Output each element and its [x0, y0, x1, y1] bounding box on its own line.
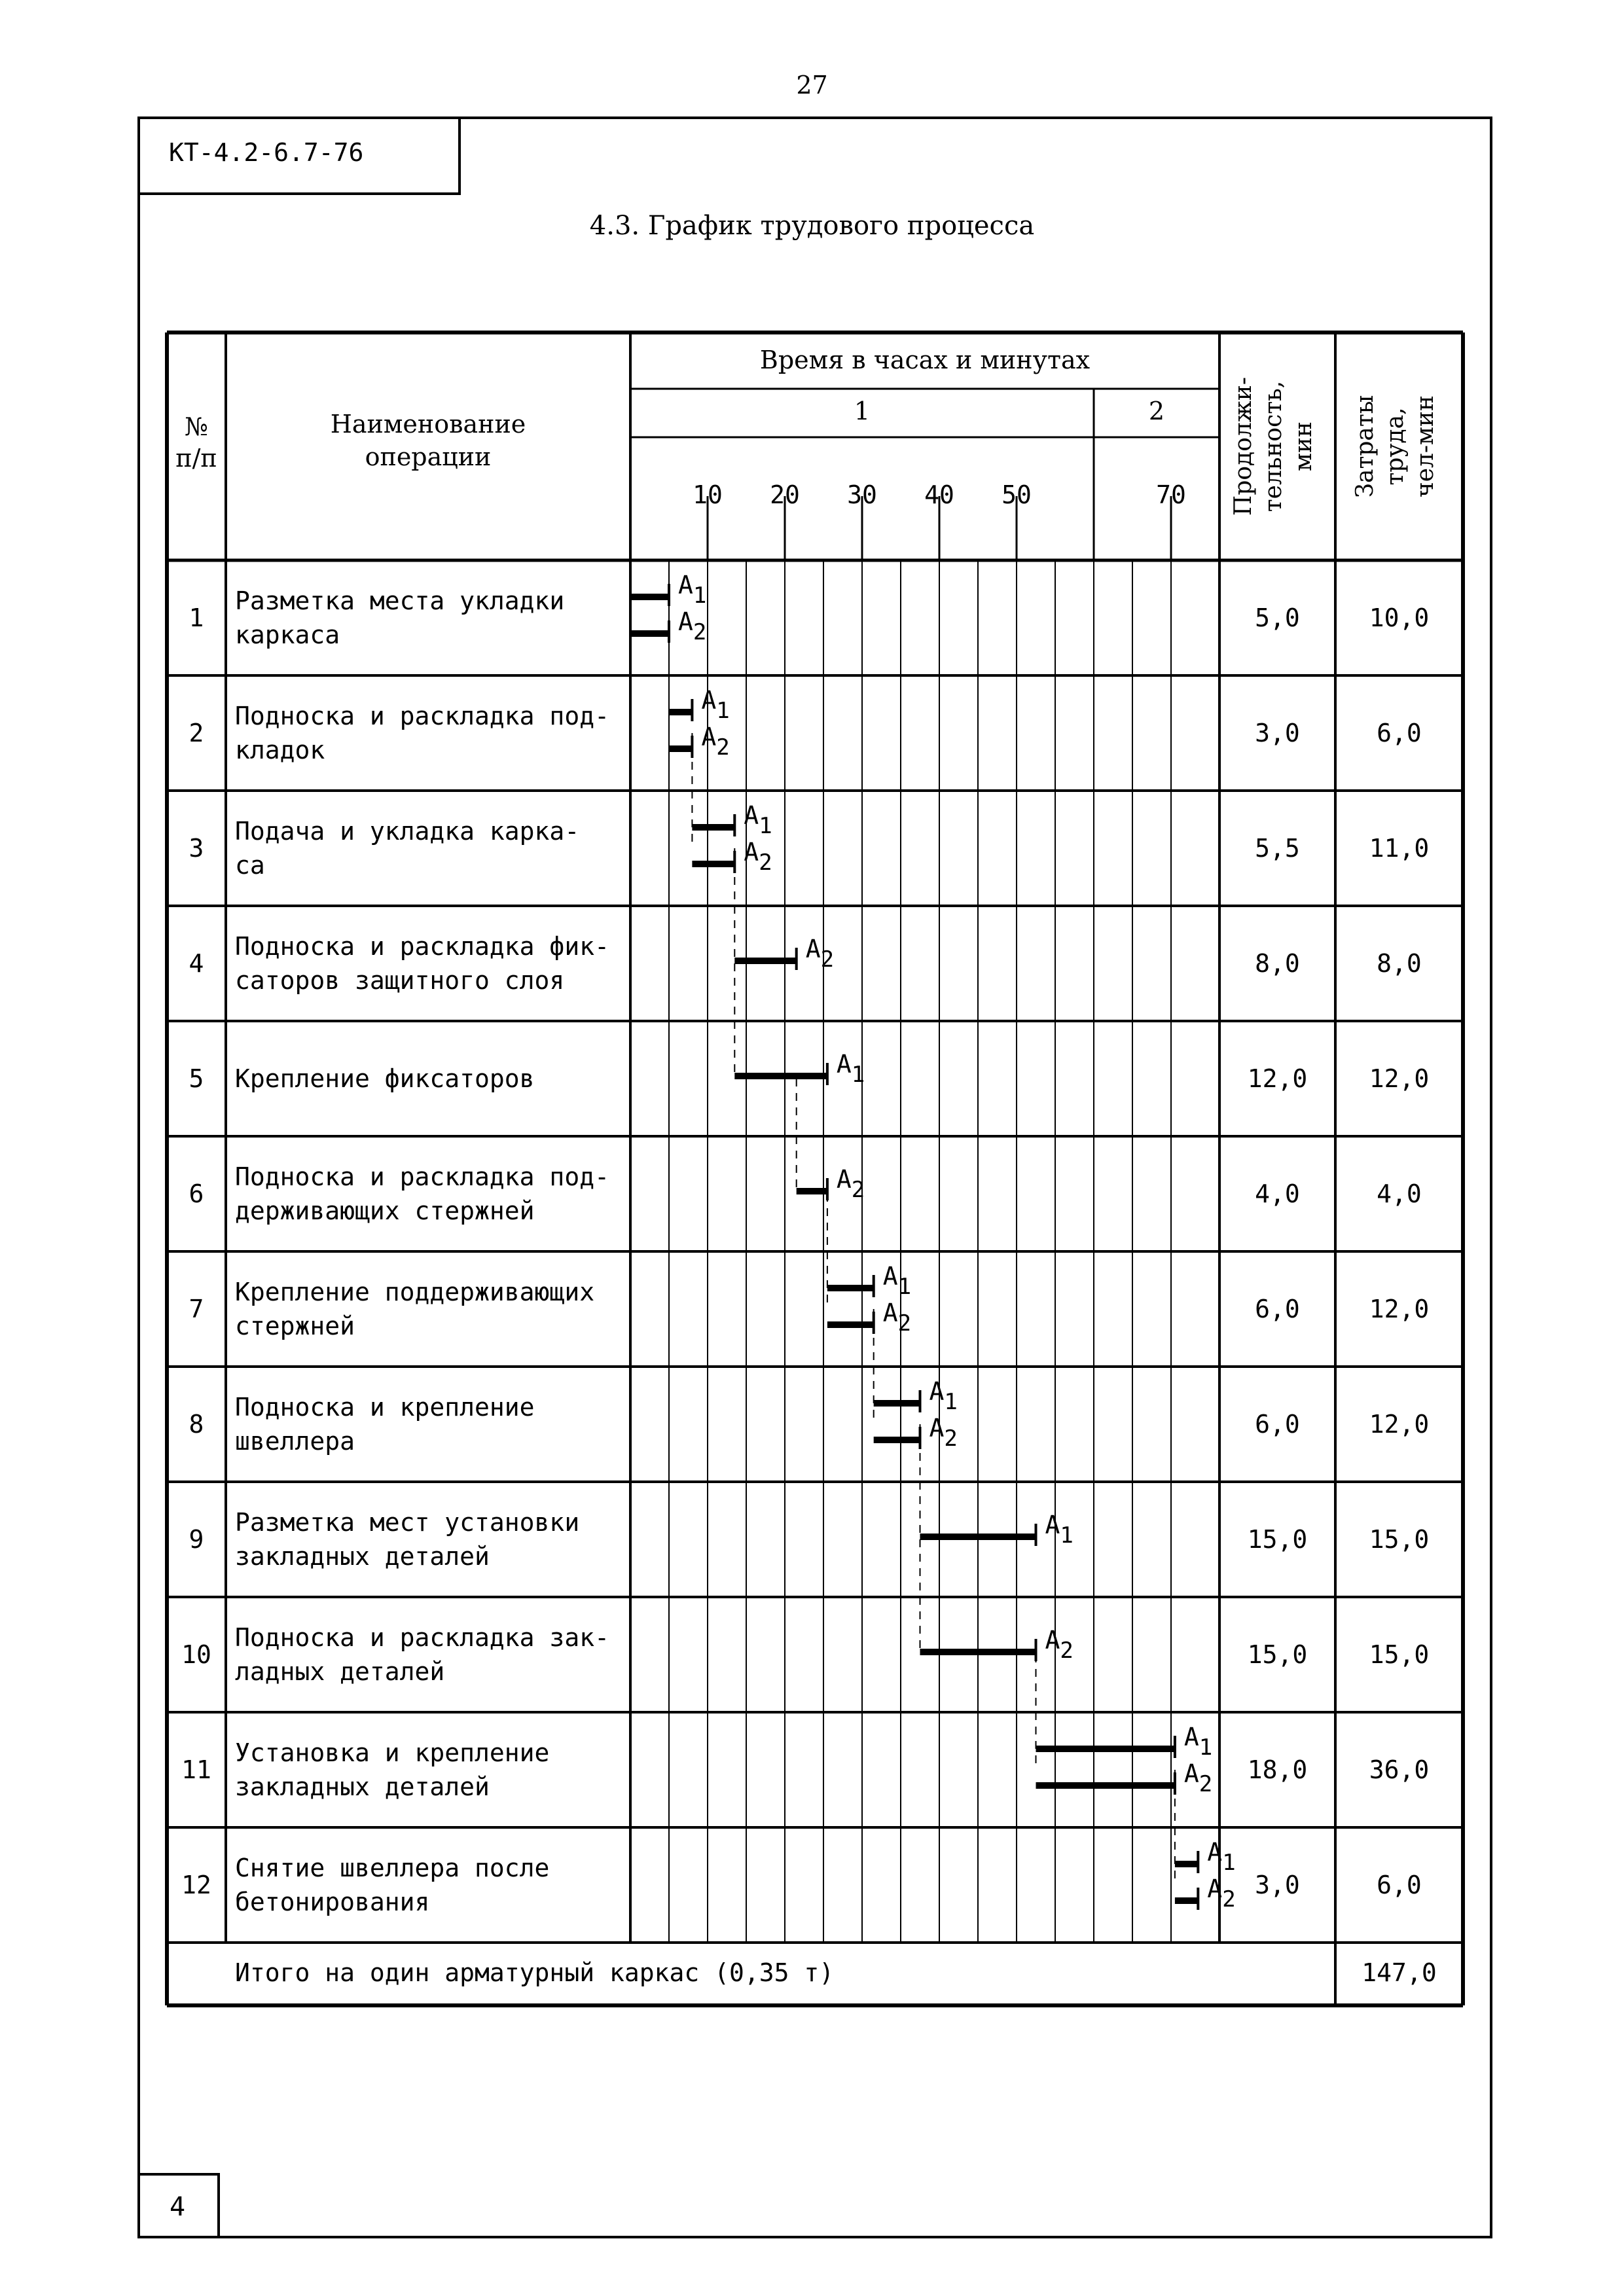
header-num-symbol: №: [185, 412, 208, 441]
labor-value: 36,0: [1369, 1755, 1430, 1784]
operation-name: Разметка мест установки: [235, 1508, 580, 1537]
row-number: 3: [189, 834, 204, 863]
worker-label: A1: [1207, 1838, 1236, 1876]
labor-value: 12,0: [1369, 1410, 1430, 1439]
header-labor: Затраты труда, чел-мин: [1351, 395, 1439, 498]
minute-tick-label: 70: [1156, 480, 1186, 509]
gantt-bar-a2: [692, 861, 734, 867]
header-operation-line1: Наименование: [330, 410, 526, 439]
gantt-bar-a2: [874, 1437, 920, 1443]
worker-label: A1: [1045, 1511, 1074, 1549]
labor-value: 12,0: [1369, 1295, 1430, 1323]
labor-value: 6,0: [1377, 719, 1422, 747]
minute-tick-label: 40: [924, 480, 954, 509]
worker-label: A2: [744, 838, 772, 876]
section-title: 4.3. График трудового процесса: [589, 211, 1035, 241]
operation-name: закладных деталей: [235, 1772, 490, 1801]
document-code: КТ-4.2-6.7-76: [137, 117, 461, 195]
operation-name: Крепление фиксаторов: [235, 1064, 535, 1093]
duration-value: 12,0: [1247, 1064, 1308, 1093]
row-number: 10: [181, 1640, 211, 1669]
duration-value: 15,0: [1247, 1640, 1308, 1669]
labor-value: 8,0: [1377, 949, 1422, 978]
row-number: 1: [189, 603, 204, 632]
duration-value: 15,0: [1247, 1525, 1308, 1554]
operation-name: кладок: [235, 736, 325, 764]
operation-name: Разметка места укладки: [235, 586, 565, 615]
gantt-bar-a1: [692, 824, 734, 831]
operation-name: Подноска и раскладка под-: [235, 1162, 609, 1191]
operation-name: са: [235, 851, 265, 880]
gantt-bar-a1: [630, 594, 669, 600]
minute-tick-label: 50: [1001, 480, 1032, 509]
gantt-bar-a1: [734, 1073, 827, 1079]
row-number: 4: [189, 949, 204, 978]
operation-name: Установка и крепление: [235, 1738, 550, 1767]
gantt-bar-a2: [797, 1188, 827, 1194]
duration-value: 3,0: [1255, 719, 1300, 747]
worker-label: A1: [882, 1262, 912, 1300]
gantt-bar-a2: [1036, 1782, 1175, 1789]
worker-label: A1: [836, 1050, 865, 1088]
gantt-bar-a1: [1175, 1861, 1198, 1867]
gantt-bar-a2: [1175, 1897, 1198, 1904]
operation-name: Подача и укладка карка-: [235, 817, 580, 846]
header-operation-line2: операции: [365, 442, 492, 471]
labor-value: 12,0: [1369, 1064, 1430, 1093]
minute-tick-label: 30: [847, 480, 877, 509]
worker-label: A2: [701, 723, 730, 761]
gantt-bar-a2: [669, 745, 692, 752]
operation-name: ладных деталей: [235, 1657, 445, 1686]
header-hour-1: 1: [854, 397, 871, 425]
worker-label: A1: [1183, 1723, 1213, 1761]
operation-name: швеллера: [235, 1427, 355, 1456]
row-number: 6: [189, 1179, 204, 1208]
operation-name: Подноска и крепление: [235, 1393, 535, 1422]
total-labor-value: 147,0: [1362, 1958, 1437, 1987]
row-number: 8: [189, 1410, 204, 1439]
gantt-bar-a1: [874, 1400, 920, 1407]
duration-value: 8,0: [1255, 949, 1300, 978]
worker-label: A1: [701, 686, 730, 724]
gantt-bar-a1: [827, 1285, 874, 1291]
operation-name: закладных деталей: [235, 1542, 490, 1571]
gantt-bar-a2: [920, 1649, 1036, 1655]
operation-name: Подноска и раскладка фик-: [235, 932, 609, 961]
minute-tick-label: 20: [770, 480, 800, 509]
worker-label: A2: [1045, 1626, 1074, 1664]
duration-value: 4,0: [1255, 1179, 1300, 1208]
worker-label: A2: [805, 935, 835, 973]
worker-label: A2: [678, 607, 707, 645]
labor-value: 11,0: [1369, 834, 1430, 863]
row-number: 2: [189, 719, 204, 747]
gantt-bar-a2: [630, 630, 669, 637]
duration-value: 5,5: [1255, 834, 1300, 863]
gantt-bar-a2: [734, 958, 796, 964]
operation-name: бетонирования: [235, 1888, 430, 1916]
gantt-bar-a1: [920, 1534, 1036, 1540]
labor-value: 15,0: [1369, 1640, 1430, 1669]
minute-tick-label: 10: [693, 480, 723, 509]
labor-value: 4,0: [1377, 1179, 1422, 1208]
operation-name: Крепление поддерживающих: [235, 1278, 595, 1306]
duration-value: 6,0: [1255, 1410, 1300, 1439]
header-num-label: п/п: [175, 444, 217, 473]
operation-name: Подноска и раскладка зак-: [235, 1623, 609, 1652]
worker-label: A2: [836, 1165, 865, 1203]
operation-name: держивающих стержней: [235, 1196, 535, 1225]
worker-label: A2: [929, 1414, 958, 1452]
duration-value: 18,0: [1247, 1755, 1308, 1784]
worker-label: A1: [678, 571, 707, 609]
gantt-bar-a1: [1036, 1746, 1175, 1752]
sheet-number: 4: [137, 2173, 220, 2238]
gantt-bar-a1: [669, 709, 692, 715]
worker-label: A2: [1183, 1759, 1213, 1797]
row-number: 11: [181, 1755, 211, 1784]
worker-label: A1: [744, 801, 772, 839]
duration-value: 3,0: [1255, 1871, 1300, 1899]
labor-value: 15,0: [1369, 1525, 1430, 1554]
row-number: 5: [189, 1064, 204, 1093]
duration-value: 5,0: [1255, 603, 1300, 632]
operation-name: саторов защитного слоя: [235, 966, 565, 995]
row-number: 12: [181, 1871, 211, 1899]
labor-value: 6,0: [1377, 1871, 1422, 1899]
header-duration: Продолжи- тельность, мин: [1229, 376, 1317, 516]
labor-value: 10,0: [1369, 603, 1430, 632]
duration-value: 6,0: [1255, 1295, 1300, 1323]
header-hour-2: 2: [1148, 397, 1165, 425]
row-number: 9: [189, 1525, 204, 1554]
worker-label: A2: [1207, 1874, 1236, 1912]
row-number: 7: [189, 1295, 204, 1323]
gantt-bar-a2: [827, 1321, 874, 1328]
operation-name: Снятие швеллера после: [235, 1854, 550, 1882]
operation-name: стержней: [235, 1312, 355, 1340]
page-number: 27: [796, 71, 828, 99]
worker-label: A2: [882, 1299, 912, 1336]
worker-label: A1: [929, 1377, 958, 1415]
operation-name: Подноска и раскладка под-: [235, 702, 609, 730]
operation-name: каркаса: [235, 620, 340, 649]
header-time: Время в часах и минутах: [759, 346, 1091, 374]
total-label: Итого на один арматурный каркас (0,35 т): [235, 1958, 835, 1987]
